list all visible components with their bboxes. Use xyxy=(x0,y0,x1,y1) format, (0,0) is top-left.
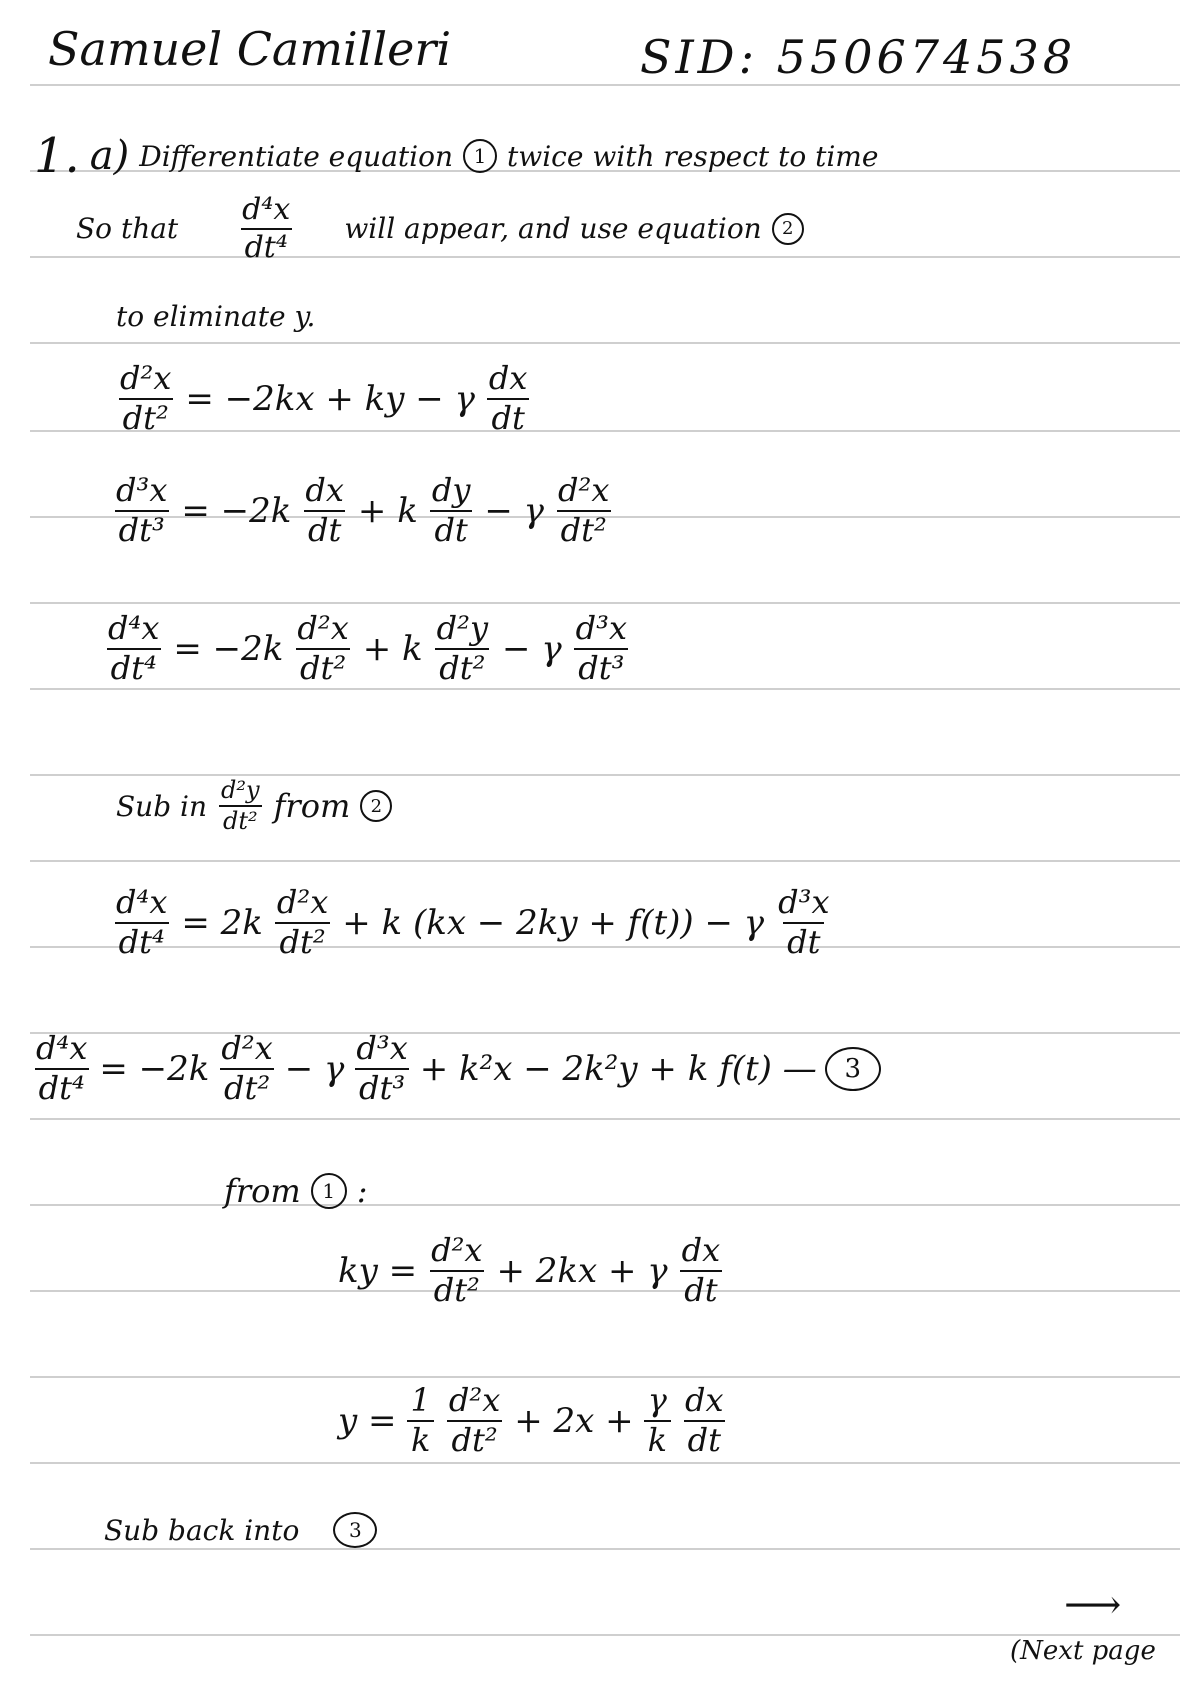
equation-term: − γ xyxy=(484,490,545,531)
equation-1 xyxy=(116,359,531,437)
fraction-numerator: d³x xyxy=(575,609,628,647)
fraction-denominator: dt² xyxy=(435,648,489,686)
fraction-denominator: k xyxy=(407,1420,434,1458)
next-page-note: (Next page xyxy=(1010,1636,1156,1666)
fraction xyxy=(273,883,332,961)
equation-6 xyxy=(338,1231,724,1309)
fraction-denominator: dt³ xyxy=(574,648,628,686)
equation-term: ky = xyxy=(338,1250,418,1291)
fraction xyxy=(427,1231,486,1309)
equation-term: = −2k xyxy=(173,628,284,669)
fraction xyxy=(485,359,532,437)
ruled-line xyxy=(30,84,1180,86)
instruction-text: Differentiate equation xyxy=(139,139,453,173)
instruction-text: Sub in xyxy=(116,789,208,823)
student-name: Samuel Camilleri xyxy=(48,22,452,76)
fraction-denominator: dt³ xyxy=(355,1068,409,1106)
fraction xyxy=(433,609,492,687)
fraction-denominator: dt xyxy=(680,1270,721,1308)
question-line-2 xyxy=(76,194,804,263)
equation-ref-2: 2 xyxy=(360,790,392,822)
instruction-text: Sub back into xyxy=(104,1513,300,1547)
fraction-numerator: d²y xyxy=(436,609,489,647)
fraction xyxy=(572,609,631,687)
fraction xyxy=(293,609,352,687)
equation-2 xyxy=(112,471,613,549)
equation-term: − γ xyxy=(284,1048,345,1089)
fraction-denominator: dt xyxy=(304,510,345,548)
equation-term: = −2k xyxy=(99,1048,210,1089)
ruled-line xyxy=(30,1118,1180,1120)
fraction-numerator: dx xyxy=(681,1231,721,1269)
ruled-line xyxy=(30,688,1180,690)
fraction-numerator: d²x xyxy=(558,471,610,509)
fraction-denominator: dt xyxy=(684,1420,725,1458)
fraction xyxy=(554,471,613,549)
fraction xyxy=(681,1381,728,1459)
equation-ref-2: 2 xyxy=(772,213,804,245)
fraction xyxy=(217,778,264,834)
equation-4 xyxy=(112,883,833,961)
instruction-text: twice with respect to time xyxy=(507,139,879,173)
ruled-line xyxy=(30,860,1180,862)
equation-term: = −2k xyxy=(181,490,292,531)
fraction-denominator: dt² xyxy=(430,1270,484,1308)
equation-term: y = xyxy=(338,1400,397,1441)
instruction-text: will appear, and use equation xyxy=(344,212,762,245)
fraction xyxy=(112,883,171,961)
fraction-numerator: d²x xyxy=(120,359,172,397)
from-line xyxy=(224,1172,368,1210)
fraction xyxy=(774,883,833,961)
fraction-denominator: dt² xyxy=(275,922,329,960)
fraction-denominator: dt⁴ xyxy=(35,1068,89,1106)
ruled-line xyxy=(30,1634,1180,1636)
fraction xyxy=(301,471,348,549)
fraction-numerator: d²x xyxy=(297,609,349,647)
fraction-numerator: d³x xyxy=(356,1029,408,1067)
fraction-denominator: dt² xyxy=(447,1420,501,1458)
sub-in-line xyxy=(116,778,392,834)
equation-term: = 2k xyxy=(181,902,263,943)
question-line-1 xyxy=(34,128,878,184)
fraction-denominator: dt² xyxy=(220,1068,274,1106)
fraction xyxy=(32,1029,91,1107)
fraction-numerator: d⁴x xyxy=(108,609,160,647)
fraction-denominator: dt³ xyxy=(115,510,169,548)
fraction-denominator: dt xyxy=(487,398,528,436)
equation-3 xyxy=(104,609,631,687)
question-part: a) xyxy=(89,133,130,179)
fraction-denominator: dt xyxy=(783,922,824,960)
fraction xyxy=(428,471,475,549)
fraction-denominator: dt⁴ xyxy=(115,922,169,960)
next-page-arrow: ⟶ xyxy=(1064,1582,1122,1628)
fraction xyxy=(112,471,171,549)
fraction-denominator: dt⁴ xyxy=(241,228,292,264)
fraction xyxy=(217,1029,276,1107)
fraction-denominator: k xyxy=(644,1420,671,1458)
fraction-numerator: γ xyxy=(647,1381,667,1419)
fraction-denominator: dt² xyxy=(557,510,611,548)
fraction-numerator: d²y xyxy=(221,776,260,804)
fraction-numerator: 1 xyxy=(410,1381,431,1419)
fraction-numerator: d²x xyxy=(276,883,329,921)
equation-label-3: 3 xyxy=(825,1047,881,1091)
fraction-denominator: dt xyxy=(430,510,471,548)
equation-term: + k (kx − 2ky + f(t)) − γ xyxy=(342,902,765,943)
ruled-line xyxy=(30,1204,1180,1206)
ruled-line xyxy=(30,1462,1180,1464)
ruled-line xyxy=(30,1376,1180,1378)
equation-term: + k xyxy=(357,490,418,531)
fraction-denominator: dt⁴ xyxy=(107,648,161,686)
fraction-numerator: d⁴x xyxy=(242,192,291,227)
instruction-text: : xyxy=(356,1172,368,1210)
instruction-text: from xyxy=(224,1172,301,1210)
ruled-line xyxy=(30,1548,1180,1550)
equation-ref-3: 3 xyxy=(333,1512,377,1548)
ruled-line xyxy=(30,342,1180,344)
equation-5 xyxy=(32,1029,881,1107)
ruled-line xyxy=(30,774,1180,776)
ruled-line xyxy=(30,602,1180,604)
equation-term: − γ xyxy=(502,628,562,669)
instruction-text: So that xyxy=(76,212,179,245)
equation-7 xyxy=(338,1381,728,1459)
fraction xyxy=(678,1231,725,1309)
d4x-fraction xyxy=(238,194,294,263)
equation-ref-1: 1 xyxy=(463,139,497,173)
fraction-numerator: d⁴x xyxy=(116,883,168,921)
equation-term: + 2kx + γ xyxy=(496,1250,668,1291)
sub-back-line xyxy=(104,1512,377,1548)
equation-term: + k xyxy=(362,628,423,669)
fraction-numerator: dx xyxy=(305,471,344,509)
fraction-numerator: d³x xyxy=(778,883,830,921)
fraction-denominator: dt² xyxy=(119,398,173,436)
fraction xyxy=(116,359,175,437)
student-id: SID: 550674538 xyxy=(640,30,1077,84)
fraction xyxy=(104,609,163,687)
fraction xyxy=(644,1381,671,1459)
fraction-numerator: dx xyxy=(685,1381,724,1419)
equation-term: = −2kx + ky − γ xyxy=(185,378,475,419)
instruction-text: to eliminate y. xyxy=(116,300,316,333)
fraction xyxy=(352,1029,411,1107)
fraction-numerator: d³x xyxy=(116,471,168,509)
equation-ref-1: 1 xyxy=(311,1173,347,1209)
fraction-numerator: dy xyxy=(431,471,471,509)
fraction-denominator: dt² xyxy=(296,648,350,686)
fraction-numerator: d²x xyxy=(448,1381,501,1419)
fraction-numerator: dx xyxy=(488,359,528,397)
equation-term: + 2x + xyxy=(514,1400,634,1441)
equation-term: + k²x − 2k²y + k f(t) — xyxy=(419,1048,817,1089)
question-number: 1. xyxy=(34,128,80,184)
fraction xyxy=(445,1381,504,1459)
fraction-numerator: d²x xyxy=(431,1231,483,1269)
instruction-text: from xyxy=(273,787,351,826)
fraction-numerator: d⁴x xyxy=(36,1029,88,1067)
fraction-denominator: dt² xyxy=(219,805,262,834)
fraction-numerator: d²x xyxy=(221,1029,273,1067)
fraction xyxy=(407,1381,435,1459)
